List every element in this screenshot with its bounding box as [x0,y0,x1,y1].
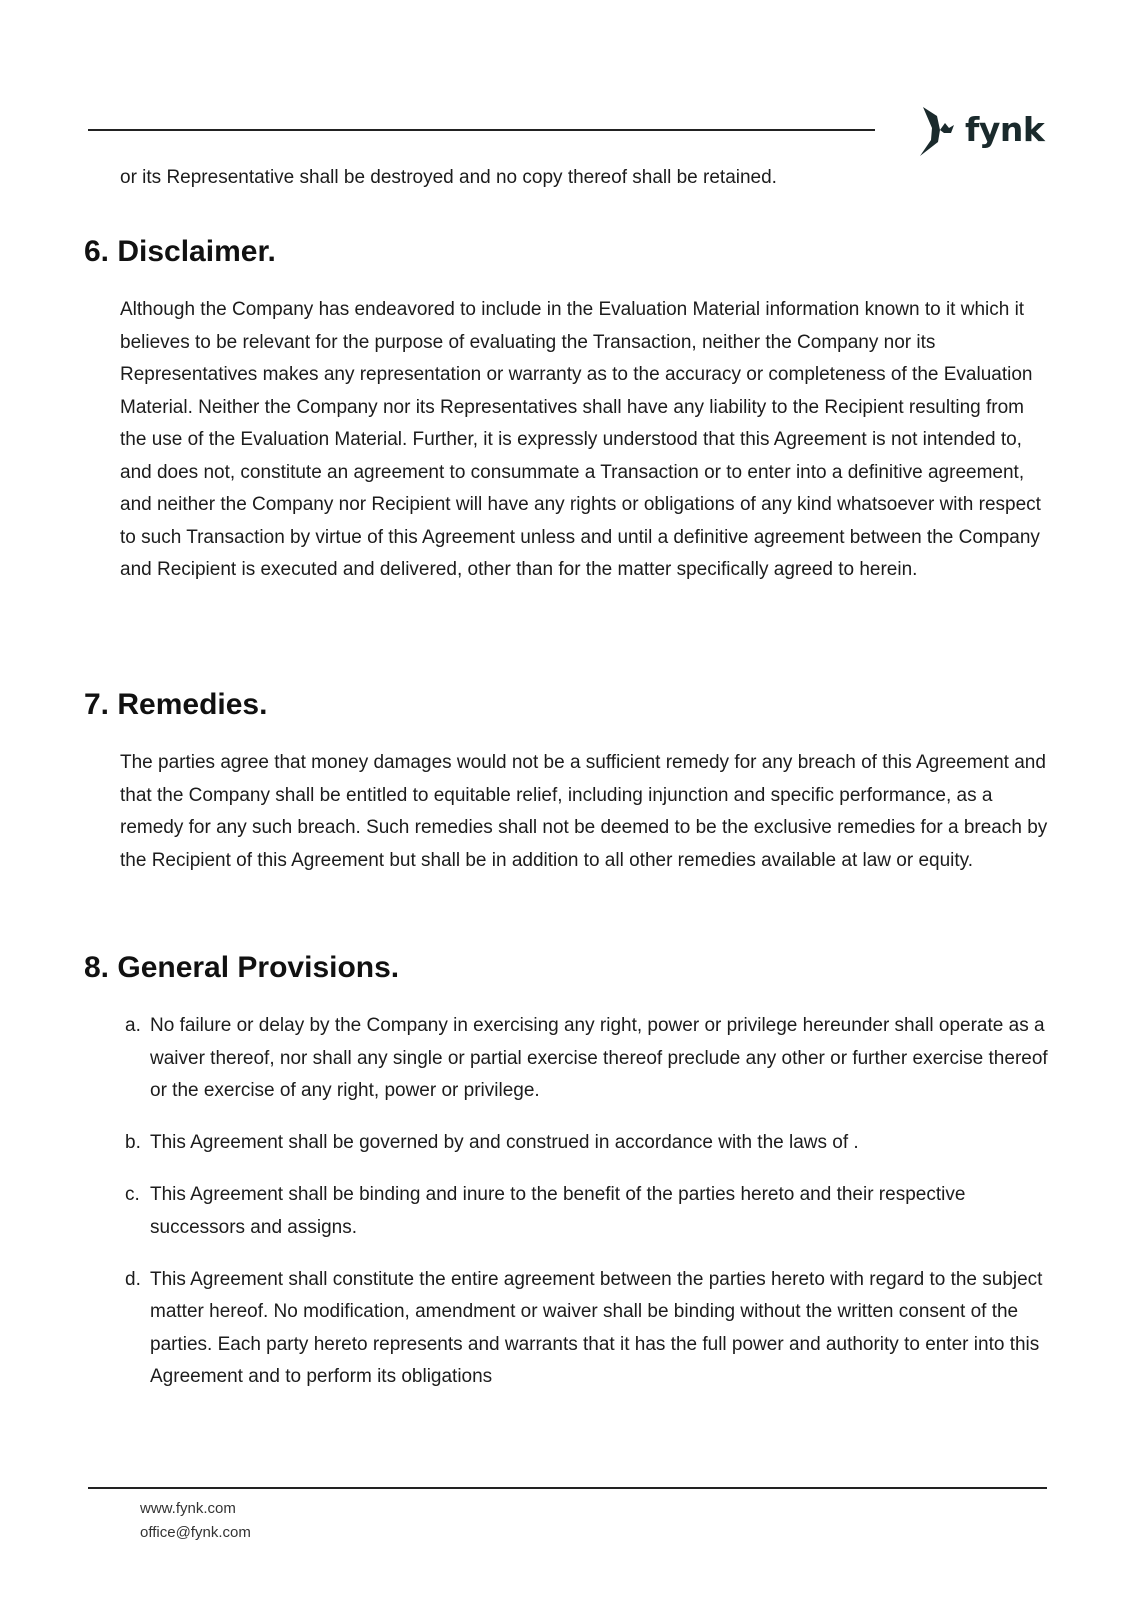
header-divider [88,129,875,131]
list-item-text: This Agreement shall constitute the entire agreement between the parties hereto with regard to the subject matter hereof. No modification, amendment or waiver shall be binding without the written consent of the parties. Each party hereto represents and warrants that it has the full power and authority to enter into this Agreement and to perform its obligations [150,1268,1043,1387]
carryover-text: or its Representative shall be destroyed and no copy thereof shall be retained. [120,167,777,188]
list-item [125,1264,1055,1394]
list-item-text: This Agreement shall be binding and inure to the benefit of the parties hereto and their respective successors and assigns. [150,1184,966,1238]
footer-email-link[interactable]: office@fynk.com [140,1524,251,1541]
list-item-text: This Agreement shall be governed by and construed in accordance with the laws of . [150,1132,859,1153]
fynk-logo [918,104,1048,160]
section-body-disclaimer: Although the Company has endeavored to include in the Evaluation Material information known to it which it believes to be relevant for the purpose of evaluating the Transaction, neither the Company nor its Representatives makes any representation or warranty as to the accuracy or completeness of the Evaluation Material. Neither the Company nor its Representatives shall have any liability to the Recipient resulting from the use of the Evaluation Material. Further, it is expressly understood that this Agreement is not intended to, and does not, constitute an agreement to consummate a Transaction or to enter into a definitive agreement, and neither the Company nor Recipient will have any rights or obligations of any kind whatsoever with respect to such Transaction by virtue of this Agreement unless and until a definitive agreement between the Company and Recipient is executed and delivered, other than for the matter specifically agreed to herein. [120,299,1041,580]
fynk-bird-icon [918,106,964,158]
section-title-general-provisions: 8. General Provisions. [84,951,400,984]
footer [140,1497,251,1545]
list-item [125,1010,1055,1108]
list-item [125,1179,1055,1244]
list-marker: c. [125,1184,140,1205]
section-title-disclaimer: 6. Disclaimer. [84,235,276,268]
list-item-text: No failure or delay by the Company in exercising any right, power or privilege hereunder shall operate as a waiver thereof, nor shall any single or partial exercise thereof preclude any other or further exercise thereof or the exercise of any right, power or privilege. [150,1015,1048,1101]
list-marker: d. [125,1268,141,1290]
list-marker: a. [125,1015,141,1036]
footer-website-link[interactable]: www.fynk.com [140,1500,236,1517]
brand-name: fynk [965,109,1045,149]
general-provisions-list [125,1010,1055,1413]
list-marker: b. [125,1132,141,1153]
list-item [125,1127,1055,1160]
footer-divider [88,1487,1047,1489]
section-title-remedies: 7. Remedies. [84,688,268,721]
section-body-remedies: The parties agree that money damages would not be a sufficient remedy for any breach of this Agreement and that the Company shall be entitled to equitable relief, including injunction and specific performance, as a remedy for any such breach. Such remedies shall not be deemed to be the exclusive remedies for a breach by the Recipient of this Agreement but shall be in addition to all other remedies available at law or equity. [120,752,1048,871]
